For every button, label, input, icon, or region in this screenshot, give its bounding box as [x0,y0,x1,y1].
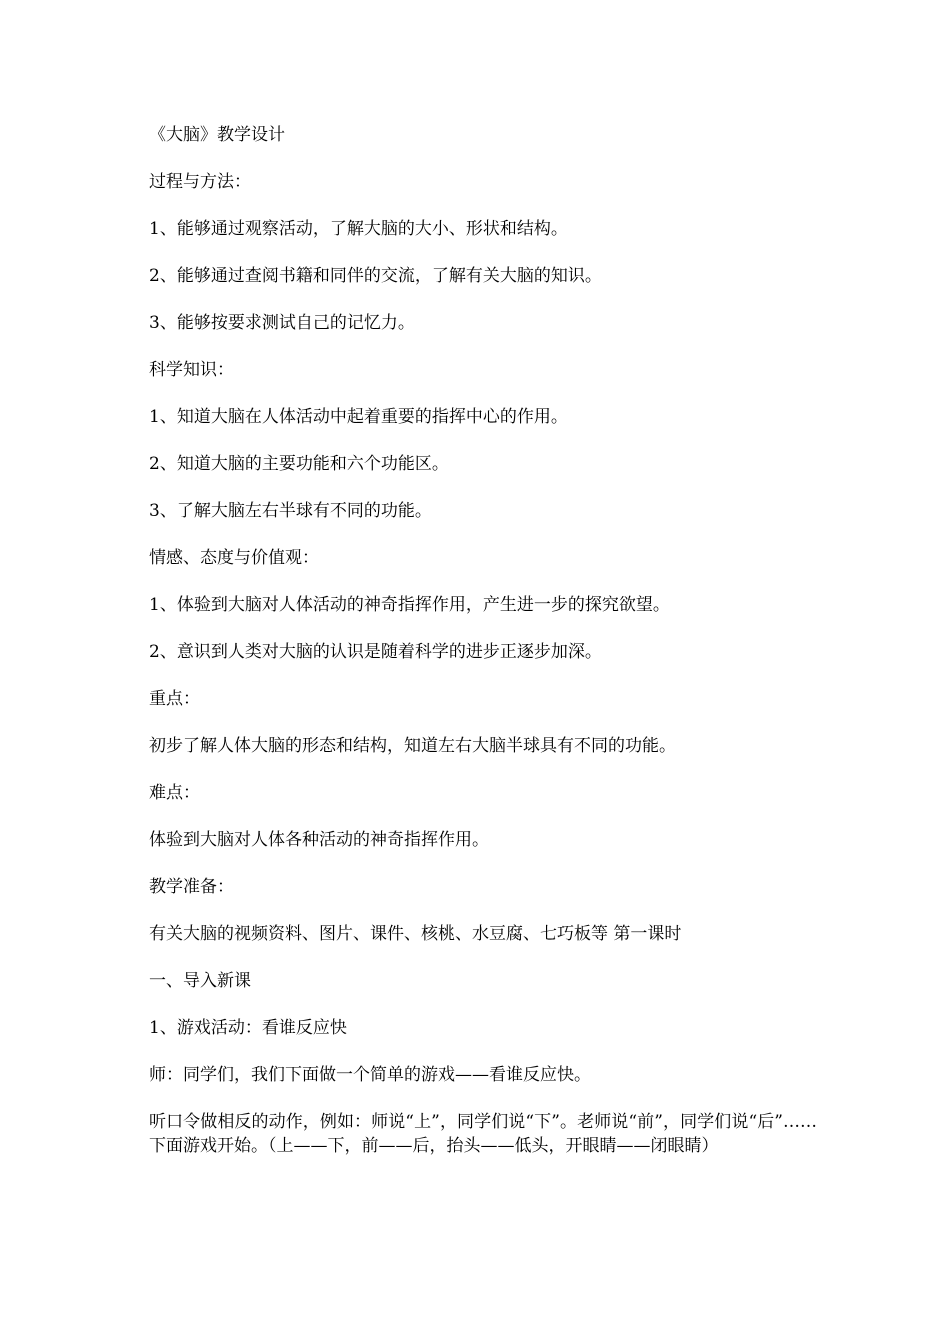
list-item: 2、能够通过查阅书籍和同伴的交流，了解有关大脑的知识。 [149,266,602,286]
heading-preparation: 教学准备： [149,877,234,897]
document-body [149,123,817,1181]
list-item: 3、能够按要求测试自己的记忆力。 [149,313,415,333]
list-item: 2、意识到人类对大脑的认识是随着科学的进步正逐步加深。 [149,642,602,662]
list-item: 1、体验到大脑对人体活动的神奇指挥作用，产生进一步的探究欲望。 [149,595,670,615]
list-item: 1、知道大脑在人体活动中起着重要的指挥中心的作用。 [149,407,568,427]
heading-difficulties: 难点： [149,783,200,803]
list-item: 2、知道大脑的主要功能和六个功能区。 [149,454,449,474]
heading-science-knowledge: 科学知识： [149,360,234,380]
game-instructions: 听口令做相反的动作，例如：师说“上”，同学们说“下”。老师说“前”，同学们说“后”……下面游戏开始。（上——下，前——后，抬头——低头，开眼睛——闭眼睛） [149,1112,817,1156]
document-title: 《大脑》教学设计 [149,125,285,145]
key-points-text: 初步了解人体大脑的形态和结构，知道左右大脑半球具有不同的功能。 [149,736,676,756]
heading-process-methods: 过程与方法： [149,172,251,192]
list-item: 1、能够通过观察活动，了解大脑的大小、形状和结构。 [149,219,568,239]
teacher-dialogue: 师：同学们，我们下面做一个简单的游戏——看谁反应快。 [149,1065,591,1085]
section-heading-intro: 一、导入新课 [149,971,251,991]
list-item: 3、了解大脑左右半球有不同的功能。 [149,501,432,521]
difficulties-text: 体验到大脑对人体各种活动的神奇指挥作用。 [149,830,489,850]
heading-key-points: 重点： [149,689,200,709]
preparation-text: 有关大脑的视频资料、图片、课件、核桃、水豆腐、七巧板等 第一课时 [149,924,682,944]
list-item: 1、游戏活动：看谁反应快 [149,1018,347,1038]
heading-attitudes-values: 情感、态度与价值观： [149,548,319,568]
